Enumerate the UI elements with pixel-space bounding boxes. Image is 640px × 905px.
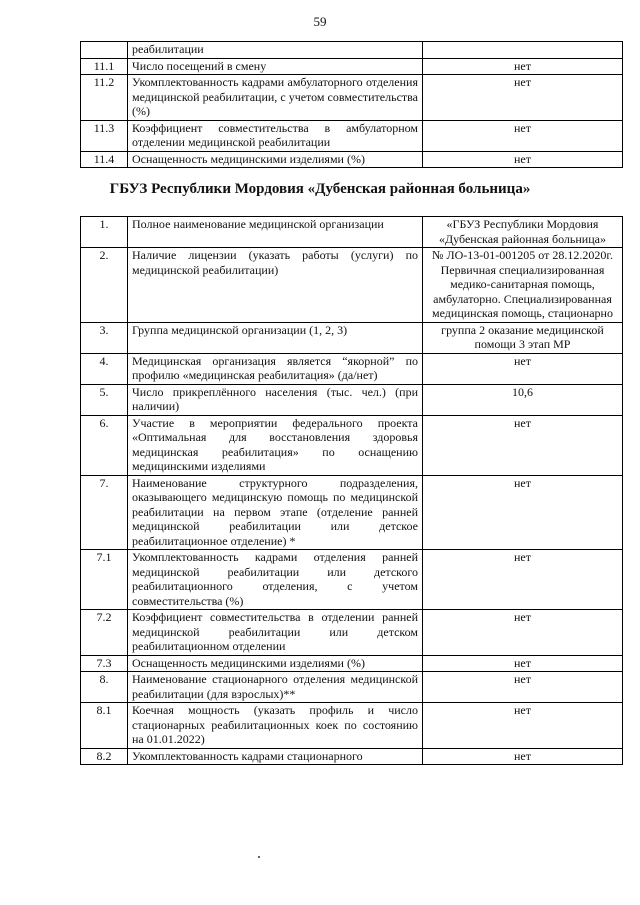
row-description: Укомплектованность кадрами амбулаторного отделения медицинской реабилитации, с учетом совместительства (%)	[128, 75, 423, 121]
row-value: нет	[423, 120, 623, 151]
hospital-info-table-body	[81, 217, 623, 765]
row-description: Коэффициент совместительства в отделении ранней медицинской реабилитации или детском реабилитационном отделении	[128, 610, 423, 656]
row-description: Наименование стационарного отделения медицинской реабилитации (для взрослых)**	[128, 672, 423, 703]
row-description: Коэффициент совместительства в амбулаторном отделении медицинской реабилитации	[128, 120, 423, 151]
row-description: Оснащенность медицинскими изделиями (%)	[128, 151, 423, 168]
row-description: Число посещений в смену	[128, 58, 423, 75]
row-value: нет	[423, 748, 623, 765]
row-description: Группа медицинской организации (1, 2, 3)	[128, 322, 423, 353]
row-description: Оснащенность медицинскими изделиями (%)	[128, 655, 423, 672]
row-number: 7.	[81, 475, 128, 550]
row-number: 1.	[81, 217, 128, 248]
row-number: 8.2	[81, 748, 128, 765]
row-number: 7.2	[81, 610, 128, 656]
table-row	[81, 353, 623, 384]
row-value: нет	[423, 151, 623, 168]
row-value: № ЛО-13-01-001205 от 28.12.2020г. Первичная специализированная медико-санитарная помощь, амбулаторно. Специализированная медицинская помощь, стационарно	[423, 248, 623, 323]
row-description: Число прикреплённого населения (тыс. чел.) (при наличии)	[128, 384, 423, 415]
row-description: Укомплектованность кадрами отделения ранней медицинской реабилитации или детского реабилитационного отделения, с учетом совместительства (%)	[128, 550, 423, 610]
row-description: реабилитации	[128, 42, 423, 59]
table-row	[81, 655, 623, 672]
row-value: нет	[423, 655, 623, 672]
table-row	[81, 248, 623, 323]
row-value: нет	[423, 550, 623, 610]
row-value: группа 2 оказание медицинской помощи 3 этап МР	[423, 322, 623, 353]
row-value: нет	[423, 415, 623, 475]
row-number: 7.3	[81, 655, 128, 672]
row-value: нет	[423, 475, 623, 550]
row-number: 7.1	[81, 550, 128, 610]
row-value: «ГБУЗ Республики Мордовия «Дубенская районная больница»	[423, 217, 623, 248]
row-number: 4.	[81, 353, 128, 384]
continued-table	[80, 41, 623, 168]
row-number: 6.	[81, 415, 128, 475]
row-value	[423, 42, 623, 59]
page-number: 59	[313, 14, 327, 29]
table-row	[81, 58, 623, 75]
table-row	[81, 217, 623, 248]
row-number: 8.	[81, 672, 128, 703]
table-row	[81, 384, 623, 415]
row-description: Наименование структурного подразделения, оказывающего медицинскую помощь по медицинской реабилитации на первом этапе (отделение ранней медицинской реабилитации или детское реабилитационное отделение) *	[128, 475, 423, 550]
table-row	[81, 42, 623, 59]
row-number: 2.	[81, 248, 128, 323]
row-value: нет	[423, 703, 623, 749]
table-row	[81, 610, 623, 656]
row-value: нет	[423, 58, 623, 75]
row-number: 3.	[81, 322, 128, 353]
row-number: 11.2	[81, 75, 128, 121]
row-number: 8.1	[81, 703, 128, 749]
row-number: 5.	[81, 384, 128, 415]
row-number: 11.1	[81, 58, 128, 75]
table-row	[81, 151, 623, 168]
hospital-info-table	[80, 216, 623, 765]
table-row	[81, 748, 623, 765]
row-value: нет	[423, 672, 623, 703]
row-value: нет	[423, 353, 623, 384]
row-value: 10,6	[423, 384, 623, 415]
row-description: Наличие лицензии (указать работы (услуги) по медицинской реабилитации)	[128, 248, 423, 323]
row-number: 11.3	[81, 120, 128, 151]
table-row	[81, 475, 623, 550]
row-number: 11.4	[81, 151, 128, 168]
section-title: ГБУЗ Республики Мордовия «Дубенская районная больница»	[109, 181, 531, 197]
row-description: Полное наименование медицинской организации	[128, 217, 423, 248]
table-row	[81, 703, 623, 749]
row-value: нет	[423, 610, 623, 656]
table-row	[81, 75, 623, 121]
table-row	[81, 322, 623, 353]
row-description: Укомплектованность кадрами стационарного	[128, 748, 423, 765]
scan-dot	[258, 856, 260, 858]
table-row	[81, 672, 623, 703]
table-row	[81, 120, 623, 151]
row-description: Медицинская организация является “якорной” по профилю «медицинская реабилитация» (да/нет)	[128, 353, 423, 384]
continued-table-body	[81, 42, 623, 168]
table-row	[81, 550, 623, 610]
row-description: Коечная мощность (указать профиль и число стационарных реабилитационных коек по состоянию на 01.01.2022)	[128, 703, 423, 749]
table-row	[81, 415, 623, 475]
row-description: Участие в мероприятии федерального проекта «Оптимальная для восстановления здоровья медицинская реабилитация» по оснащению медицинскими изделиями	[128, 415, 423, 475]
row-value: нет	[423, 75, 623, 121]
row-number	[81, 42, 128, 59]
